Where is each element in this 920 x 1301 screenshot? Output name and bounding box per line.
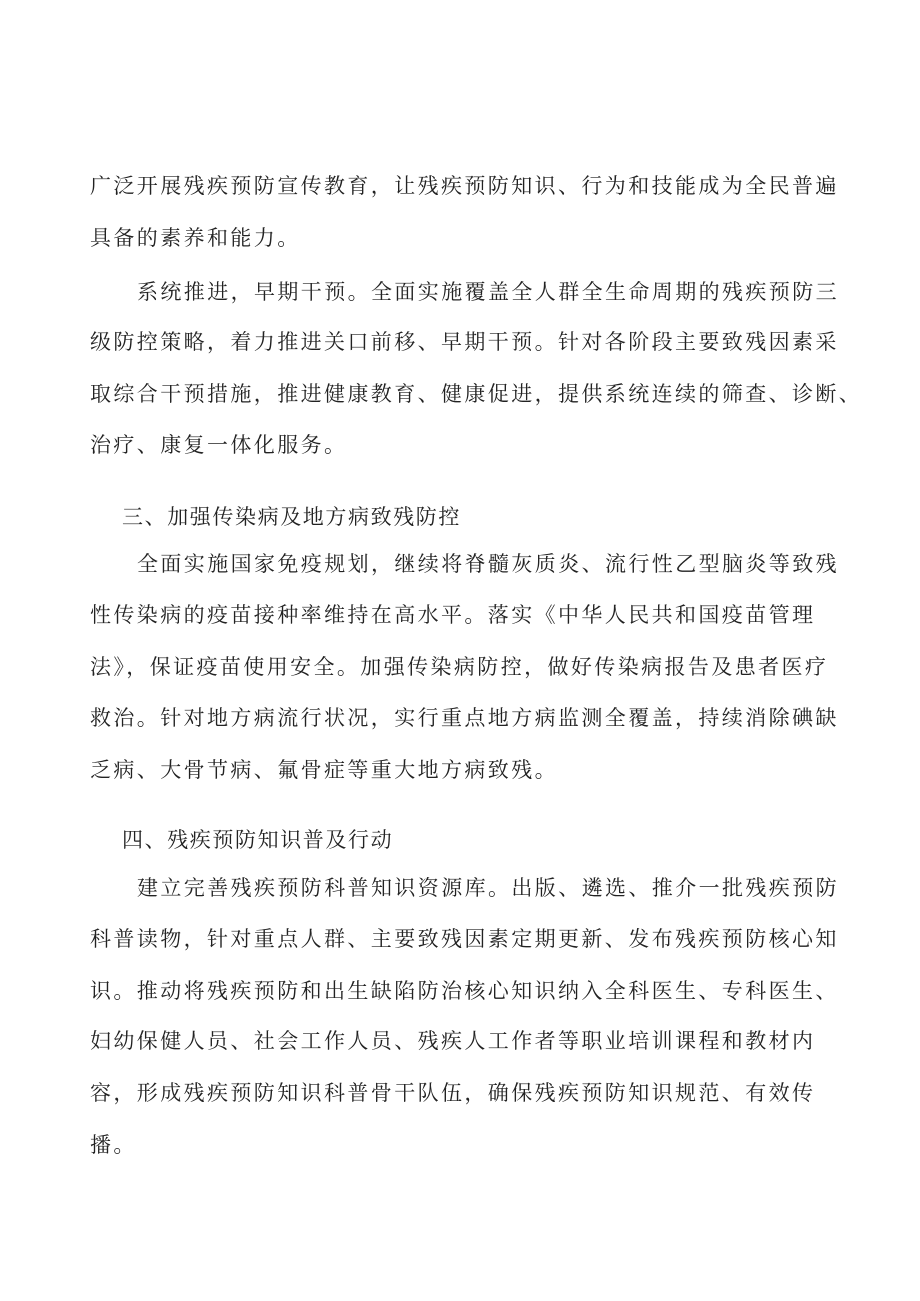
section-4-heading: 四、残疾预防知识普及行动 [122, 828, 394, 852]
section-3-line-3: 法》，保证疫苗使用安全。加强传染病防控，做好传染病报告及患者医疗 [90, 655, 829, 679]
section-3-line-2: 性传染病的疫苗接种率维持在高水平。落实《中华人民共和国疫苗管理 [90, 603, 816, 627]
section-4-line-2: 科普读物，针对重点人群、主要致残因素定期更新、发布残疾预防核心知 [90, 927, 839, 951]
paragraph-2-line-2: 级防控策略，着力推进关口前移、早期干预。针对各阶段主要致残因素采 [90, 330, 839, 354]
section-3-line-1: 全面实施国家免疫规划，继续将脊髓灰质炎、流行性乙型脑炎等致残 [137, 552, 839, 576]
section-4-line-5: 容，形成残疾预防知识科普骨干队伍，确保残疾预防知识规范、有效传 [90, 1081, 816, 1105]
paragraph-1-line-2: 具备的素养和能力。 [90, 226, 301, 250]
paragraph-1-line-1: 广泛开展残疾预防宣传教育，让残疾预防知识、行为和技能成为全民普遍 [90, 174, 839, 198]
section-3-heading: 三、加强传染病及地方病致残防控 [122, 505, 461, 529]
section-4-line-3: 识。推动将残疾预防和出生缺陷防治核心知识纳入全科医生、专科医生、 [90, 979, 839, 1003]
section-4-line-4: 妇幼保健人员、社会工作人员、残疾人工作者等职业培训课程和教材内 [90, 1029, 816, 1053]
section-4-line-1: 建立完善残疾预防科普知识资源库。出版、遴选、推介一批残疾预防 [137, 876, 839, 900]
section-4-line-6: 播。 [90, 1133, 137, 1157]
paragraph-2-line-3: 取综合干预措施，推进健康教育、健康促进，提供系统连续的筛查、诊断、 [90, 382, 863, 406]
section-3-line-4: 救治。针对地方病流行状况，实行重点地方病监测全覆盖，持续消除碘缺 [90, 706, 839, 730]
paragraph-2-line-4: 治疗、康复一体化服务。 [90, 433, 348, 457]
section-3-line-5: 乏病、大骨节病、氟骨症等重大地方病致残。 [90, 758, 558, 782]
paragraph-2-line-1: 系统推进，早期干预。全面实施覆盖全人群全生命周期的残疾预防三 [137, 280, 839, 304]
